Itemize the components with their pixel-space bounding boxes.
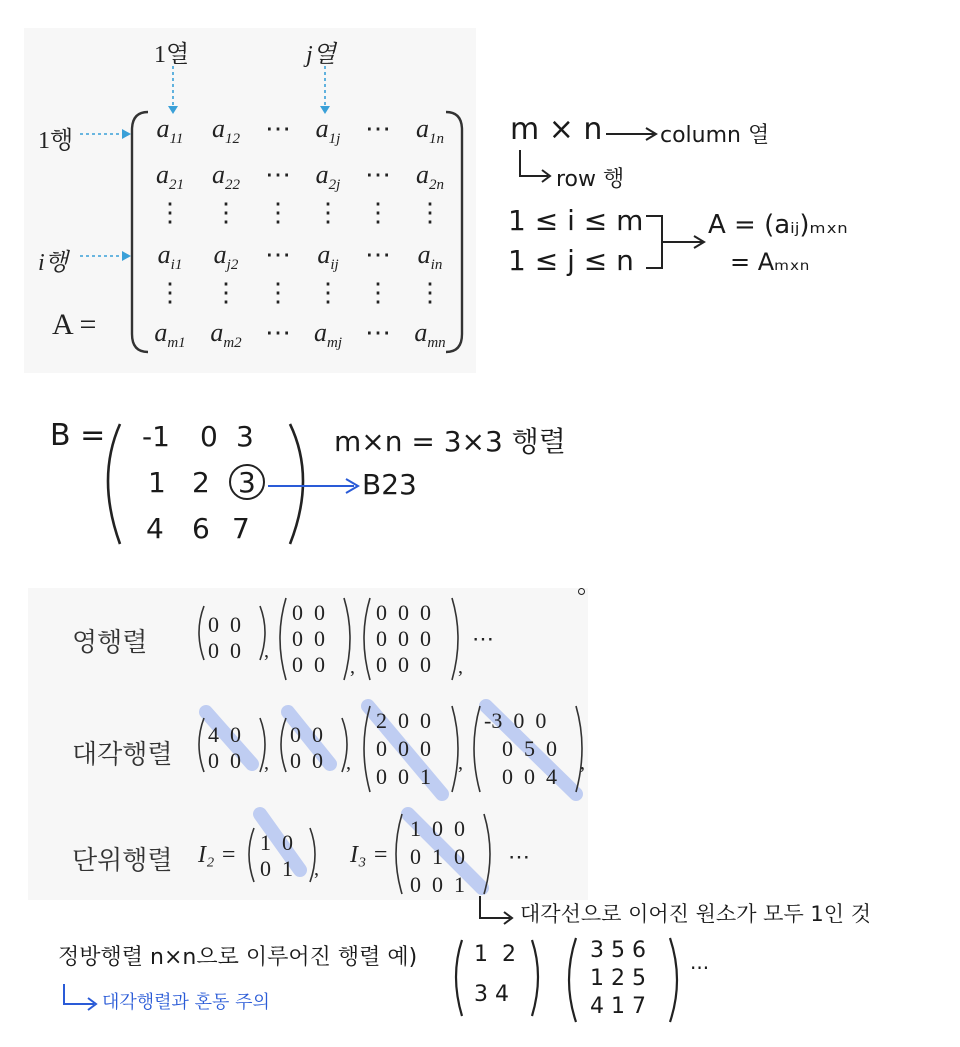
d: 0 bbox=[398, 764, 409, 789]
ellipsis: ··· bbox=[690, 956, 710, 980]
cell-a1j: $a_{1j}$ bbox=[315, 114, 341, 148]
zero-2x2-r1 bbox=[208, 612, 241, 638]
z: 0 bbox=[230, 638, 241, 663]
subscript: 12 bbox=[225, 131, 240, 148]
i3-name: I₃ = bbox=[350, 842, 389, 868]
square-matrix-definition: 정방행렬 n×n으로 이루어진 행렬 예) bbox=[58, 945, 418, 970]
caution-note: 대각행렬과 혼동 주의 bbox=[102, 992, 270, 1013]
cell-dots: ⋯ bbox=[365, 160, 391, 189]
b-cell: -1 bbox=[142, 420, 170, 453]
z: 0 bbox=[314, 626, 325, 651]
d: 2 bbox=[376, 708, 387, 733]
ellipsis: ⋯ bbox=[472, 626, 494, 651]
z: 0 bbox=[398, 626, 409, 651]
subscript: j2 bbox=[226, 257, 239, 274]
zero-3x2-r1 bbox=[292, 600, 325, 626]
b-cell: 4 bbox=[146, 512, 164, 545]
corner-arrow-icon bbox=[516, 148, 556, 188]
d: 0 bbox=[420, 708, 431, 733]
b-cell: 0 bbox=[200, 420, 218, 453]
matrix-b-name: B = bbox=[50, 418, 106, 453]
subscript: mn bbox=[427, 335, 446, 352]
cell-vdots: ⋮ bbox=[265, 198, 291, 227]
zero-3x3-r2 bbox=[376, 626, 431, 652]
d: 0 bbox=[208, 748, 219, 773]
b-cell: 3 bbox=[236, 420, 254, 453]
b-cell-circled: 3 bbox=[238, 466, 256, 499]
diag-3a-r1 bbox=[376, 708, 431, 734]
s: 7 bbox=[632, 994, 646, 1019]
cell-a2n: $a_{2n}$ bbox=[416, 160, 444, 194]
cell-a2j: $a_{2j}$ bbox=[315, 160, 341, 194]
stray-dot bbox=[578, 588, 585, 595]
d: 1 bbox=[420, 764, 431, 789]
u: 1 bbox=[260, 830, 271, 855]
z: 0 bbox=[376, 600, 387, 625]
s: 2 bbox=[611, 966, 625, 991]
cell-dots: ⋯ bbox=[265, 240, 291, 269]
cell-am2: $a_{m2}$ bbox=[210, 318, 242, 352]
cell-a22: $a_{22}$ bbox=[212, 160, 240, 194]
z: 0 bbox=[420, 652, 431, 677]
comma: , bbox=[350, 656, 355, 678]
cell-vdots: ⋮ bbox=[265, 278, 291, 307]
i2-name: I₂ = bbox=[198, 842, 237, 868]
u: 1 bbox=[282, 856, 293, 881]
subscript: 11 bbox=[169, 131, 184, 148]
blue-arrow-icon bbox=[266, 476, 366, 496]
column-label-1: 1열 bbox=[154, 42, 190, 68]
i3-r3 bbox=[410, 872, 465, 898]
zero-2x2-r2 bbox=[208, 638, 241, 664]
diag-3a-r3 bbox=[376, 764, 431, 790]
ellipsis: ⋯ bbox=[508, 844, 530, 869]
z: 0 bbox=[420, 600, 431, 625]
cell-vdots: ⋮ bbox=[417, 278, 443, 307]
s: 2 bbox=[502, 942, 516, 967]
cell-vdots: ⋮ bbox=[365, 278, 391, 307]
subscript: m1 bbox=[167, 335, 186, 352]
b23-label: B23 bbox=[362, 468, 417, 501]
unit-matrix-note: 대각선으로 이어진 원소가 모두 1인 것 bbox=[520, 902, 872, 926]
column-label-j: j열 bbox=[306, 42, 336, 68]
comma: , bbox=[264, 640, 269, 662]
cell-dots: ⋯ bbox=[265, 318, 291, 347]
subscript: m2 bbox=[223, 335, 242, 352]
note-dims: m × n bbox=[510, 112, 603, 147]
diag-2b-r2 bbox=[290, 748, 323, 774]
d: 5 bbox=[524, 736, 535, 761]
d: 0 bbox=[524, 764, 535, 789]
u: 0 bbox=[454, 816, 465, 841]
z: 0 bbox=[376, 626, 387, 651]
s: 1 bbox=[474, 942, 488, 967]
z: 0 bbox=[208, 638, 219, 663]
b-cell: 7 bbox=[232, 512, 250, 545]
cell-amj: $a_{mj}$ bbox=[314, 318, 342, 352]
square-ex2-r2 bbox=[590, 966, 646, 991]
zero-3x3-r1 bbox=[376, 600, 431, 626]
row-label-1: 1행 bbox=[38, 128, 74, 154]
i2-r1 bbox=[260, 830, 293, 856]
comma: , bbox=[458, 752, 463, 774]
cell-amn: $a_{mn}$ bbox=[414, 318, 446, 352]
zero-3x3-r3 bbox=[376, 652, 431, 678]
d: 0 bbox=[535, 708, 547, 733]
cell-a21: $a_{21}$ bbox=[156, 160, 184, 194]
subscript: 1n bbox=[429, 131, 444, 148]
s: 3 bbox=[590, 938, 604, 963]
subscript: 2j bbox=[328, 177, 341, 194]
matrix-b-dims: m×n = 3×3 행렬 bbox=[334, 425, 566, 458]
z: 0 bbox=[208, 612, 219, 637]
z: 0 bbox=[292, 600, 303, 625]
diag-2b-r1 bbox=[290, 722, 323, 748]
cell-dots: ⋯ bbox=[365, 318, 391, 347]
u: 0 bbox=[432, 872, 443, 897]
cell-vdots: ⋮ bbox=[213, 198, 239, 227]
note-row: row 행 bbox=[556, 167, 625, 192]
note-column: column 열 bbox=[660, 123, 770, 148]
z: 0 bbox=[292, 652, 303, 677]
unit-matrix-label: 단위행렬 bbox=[72, 846, 173, 876]
d: 0 bbox=[230, 748, 241, 773]
d: 0 bbox=[513, 708, 525, 733]
z: 0 bbox=[398, 652, 409, 677]
square-ex2-r1 bbox=[590, 938, 646, 963]
s: 1 bbox=[611, 994, 625, 1019]
subscript: mj bbox=[327, 335, 342, 352]
subscript: 1j bbox=[328, 131, 341, 148]
d: 0 bbox=[376, 764, 387, 789]
u: 0 bbox=[454, 844, 465, 869]
b-cell: 6 bbox=[192, 512, 210, 545]
subscript: 22 bbox=[225, 177, 240, 194]
i3-r1 bbox=[410, 816, 465, 842]
d: 0 bbox=[376, 736, 387, 761]
cell-a11: $a_{11}$ bbox=[156, 114, 184, 148]
z: 0 bbox=[314, 600, 325, 625]
cell-aij: $a_{ij}$ bbox=[317, 240, 339, 274]
d: 0 bbox=[290, 722, 301, 747]
result-amxn: = Aₘₓₙ bbox=[730, 248, 810, 276]
diag-3b-r2 bbox=[502, 736, 557, 762]
s: 5 bbox=[611, 938, 625, 963]
cell-vdots: ⋮ bbox=[315, 278, 341, 307]
cell-am1: $a_{m1}$ bbox=[154, 318, 186, 352]
s: 4 bbox=[495, 982, 509, 1007]
cell-aj2: $a_{j2}$ bbox=[213, 240, 239, 274]
comma: , bbox=[346, 752, 351, 774]
z: 0 bbox=[292, 626, 303, 651]
subscript: ij bbox=[330, 257, 339, 274]
s: 4 bbox=[590, 994, 604, 1019]
u: 1 bbox=[454, 872, 465, 897]
d: 0 bbox=[398, 736, 409, 761]
square-ex1-r2 bbox=[474, 982, 509, 1007]
i2-r2 bbox=[260, 856, 293, 882]
d: 0 bbox=[546, 736, 557, 761]
ineq-j: 1 ≤ j ≤ n bbox=[508, 244, 634, 277]
s: 6 bbox=[632, 938, 646, 963]
cell-dots: ⋯ bbox=[265, 114, 291, 143]
s: 5 bbox=[632, 966, 646, 991]
z: 0 bbox=[230, 612, 241, 637]
b-cell: 2 bbox=[192, 466, 210, 499]
matrix-a-name: A = bbox=[52, 308, 97, 341]
row-label-i: i행 bbox=[38, 250, 68, 276]
diagonal-matrix-label: 대각행렬 bbox=[72, 740, 173, 770]
comma: , bbox=[580, 752, 585, 774]
arrow-icon bbox=[604, 124, 664, 144]
u: 0 bbox=[260, 856, 271, 881]
d: 0 bbox=[290, 748, 301, 773]
d: 4 bbox=[546, 764, 557, 789]
z: 0 bbox=[398, 600, 409, 625]
u: 0 bbox=[410, 844, 421, 869]
d: -3 bbox=[484, 708, 503, 733]
ineq-i: 1 ≤ i ≤ m bbox=[508, 204, 644, 237]
cell-dots: ⋯ bbox=[265, 160, 291, 189]
u: 1 bbox=[432, 844, 443, 869]
cell-dots: ⋯ bbox=[365, 240, 391, 269]
cell-ain: $a_{in}$ bbox=[417, 240, 443, 274]
cell-a12: $a_{12}$ bbox=[212, 114, 240, 148]
comma: , bbox=[264, 752, 269, 774]
cell-vdots: ⋮ bbox=[365, 198, 391, 227]
d: 0 bbox=[420, 736, 431, 761]
square-ex2-r3 bbox=[590, 994, 646, 1019]
diag-2a-r1 bbox=[208, 722, 241, 748]
cell-vdots: ⋮ bbox=[157, 198, 183, 227]
square-ex1-r1 bbox=[474, 942, 516, 967]
d: 0 bbox=[398, 708, 409, 733]
cell-ai1: $a_{i1}$ bbox=[157, 240, 183, 274]
corner-arrow-icon bbox=[476, 894, 520, 928]
cell-vdots: ⋮ bbox=[315, 198, 341, 227]
corner-arrow-icon bbox=[60, 982, 104, 1012]
cell-dots: ⋯ bbox=[365, 114, 391, 143]
d: 0 bbox=[312, 722, 323, 747]
b-cell: 1 bbox=[148, 466, 166, 499]
subscript: i1 bbox=[170, 257, 183, 274]
diag-2a-r2 bbox=[208, 748, 241, 774]
s: 3 bbox=[474, 982, 488, 1007]
cell-vdots: ⋮ bbox=[213, 278, 239, 307]
u: 0 bbox=[410, 872, 421, 897]
cell-vdots: ⋮ bbox=[157, 278, 183, 307]
z: 0 bbox=[376, 652, 387, 677]
subscript: in bbox=[430, 257, 443, 274]
cell-vdots: ⋮ bbox=[417, 198, 443, 227]
z: 0 bbox=[420, 626, 431, 651]
z: 0 bbox=[314, 652, 325, 677]
u: 1 bbox=[410, 816, 421, 841]
comma: , bbox=[314, 858, 319, 880]
s: 1 bbox=[590, 966, 604, 991]
zero-matrix-label: 영행렬 bbox=[72, 628, 148, 658]
u: 0 bbox=[282, 830, 293, 855]
diag-3a-r2 bbox=[376, 736, 431, 762]
comma: , bbox=[458, 656, 463, 678]
d: 0 bbox=[230, 722, 241, 747]
d: 0 bbox=[502, 764, 513, 789]
subscript: 2n bbox=[429, 177, 444, 194]
diag-3b-r1 bbox=[484, 708, 546, 734]
d: 0 bbox=[312, 748, 323, 773]
subscript: 21 bbox=[169, 177, 184, 194]
zero-3x2-r2 bbox=[292, 626, 325, 652]
result-a: A = (aᵢⱼ)ₘₓₙ bbox=[708, 210, 848, 240]
u: 0 bbox=[432, 816, 443, 841]
cell-a1n: $a_{1n}$ bbox=[416, 114, 444, 148]
i3-r2 bbox=[410, 844, 465, 870]
diag-3b-r3 bbox=[502, 764, 557, 790]
d: 4 bbox=[208, 722, 219, 747]
d: 0 bbox=[502, 736, 513, 761]
zero-3x2-r3 bbox=[292, 652, 325, 678]
